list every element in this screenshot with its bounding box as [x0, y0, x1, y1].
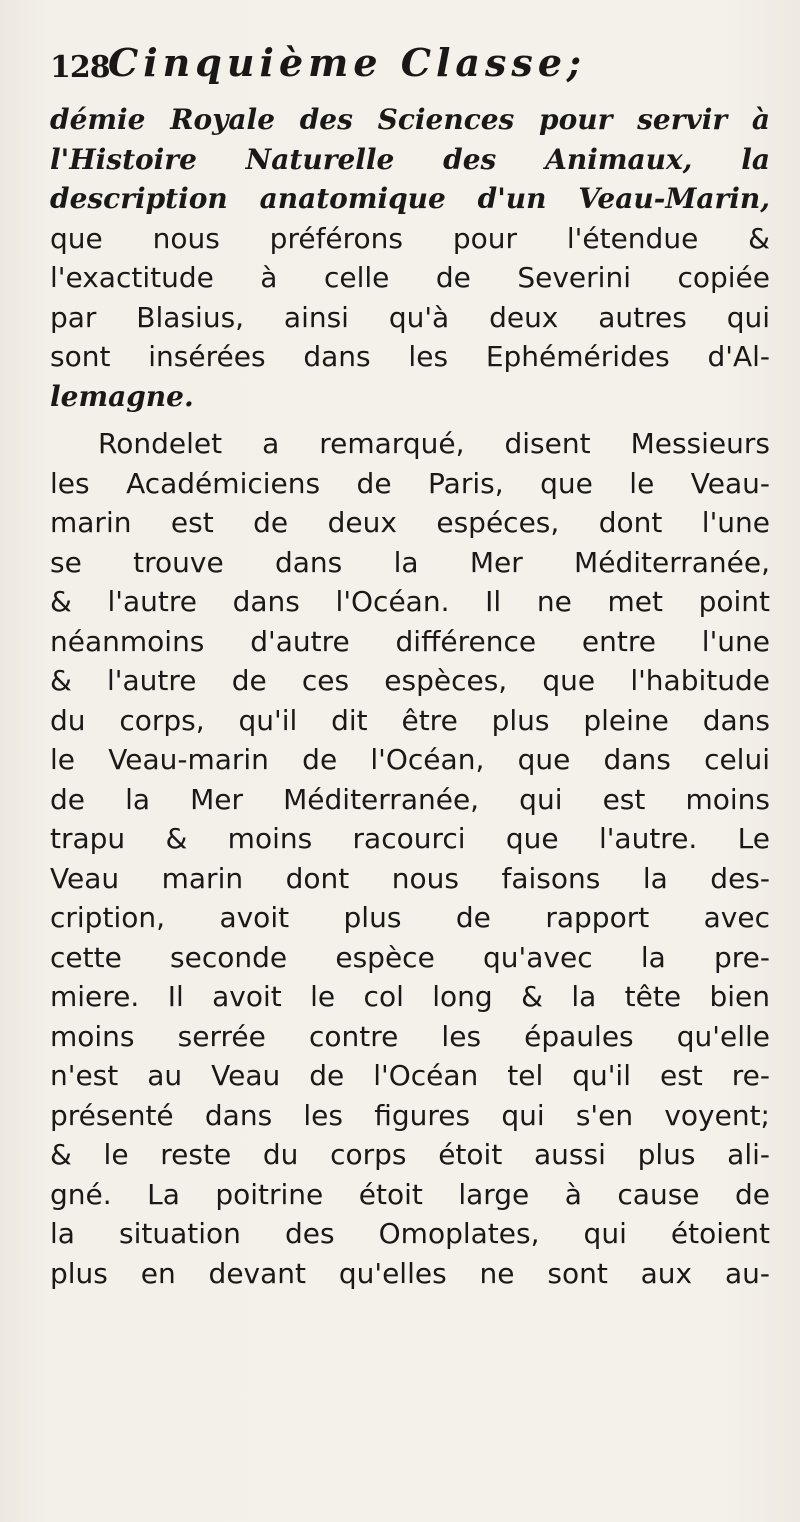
text-line: se trouve dans la Mer Méditerranée,: [50, 545, 770, 579]
page-header: [50, 40, 770, 100]
text-line: Veau marin dont nous faisons la des-: [50, 861, 770, 895]
text-line: gné. La poitrine étoit large à cause de: [50, 1177, 770, 1211]
text-line: cription, avoit plus de rapport avec: [50, 901, 770, 934]
text-line: miere. Il avoit le col long & la tête bien: [50, 980, 770, 1013]
text-line: description anatomique d'un Veau-Marin,: [50, 182, 770, 215]
paragraph-gap: [50, 416, 770, 424]
running-head: Cinquième Classe;: [108, 40, 587, 85]
text-line: moins serrée contre les épaules qu'elle: [50, 1019, 770, 1053]
text-line: néanmoins d'autre différence entre l'une: [50, 624, 770, 658]
text-line: lemagne.: [50, 379, 194, 413]
body-text: [50, 100, 770, 1293]
text-line: l'Histoire Naturelle des Animaux, la: [50, 142, 770, 176]
text-line: les Académiciens de Paris, que le Veau-: [50, 466, 770, 500]
text-line: sont insérées dans les Ephémérides d'Al-: [50, 340, 770, 373]
text-line: le Veau-marin de l'Océan, que dans celui: [50, 743, 770, 776]
text-line: plus en devant qu'elles ne sont aux au-: [50, 1256, 770, 1290]
text-line: n'est au Veau de l'Océan tel qu'il est re-: [50, 1059, 770, 1092]
text-line: cette seconde espèce qu'avec la pre-: [50, 940, 770, 974]
text-line: présenté dans les figures qui s'en voyent;: [50, 1098, 770, 1132]
text-line: la situation des Omoplates, qui étoient: [50, 1217, 770, 1250]
text-line: & l'autre de ces espèces, que l'habitude: [50, 664, 770, 697]
text-line: & l'autre dans l'Océan. Il ne met point: [50, 585, 770, 618]
text-line: marin est de deux espéces, dont l'une: [50, 506, 770, 539]
page-number: 128: [50, 50, 110, 85]
paragraph-first-line: Rondelet a remarqué, disent Messieurs: [98, 427, 770, 460]
text-line: que nous préférons pour l'étendue &: [50, 221, 770, 255]
text-line: par Blasius, ainsi qu'à deux autres qui: [50, 300, 770, 334]
text-line: démie Royale des Sciences pour servir à: [50, 103, 770, 136]
text-line: de la Mer Méditerranée, qui est moins: [50, 782, 770, 816]
text-line: l'exactitude à celle de Severini copiée: [50, 261, 770, 294]
text-line: du corps, qu'il dit être plus pleine dans: [50, 703, 770, 737]
text-line: & le reste du corps étoit aussi plus ali-: [50, 1138, 770, 1171]
text-line: trapu & moins racourci que l'autre. Le: [50, 822, 770, 855]
